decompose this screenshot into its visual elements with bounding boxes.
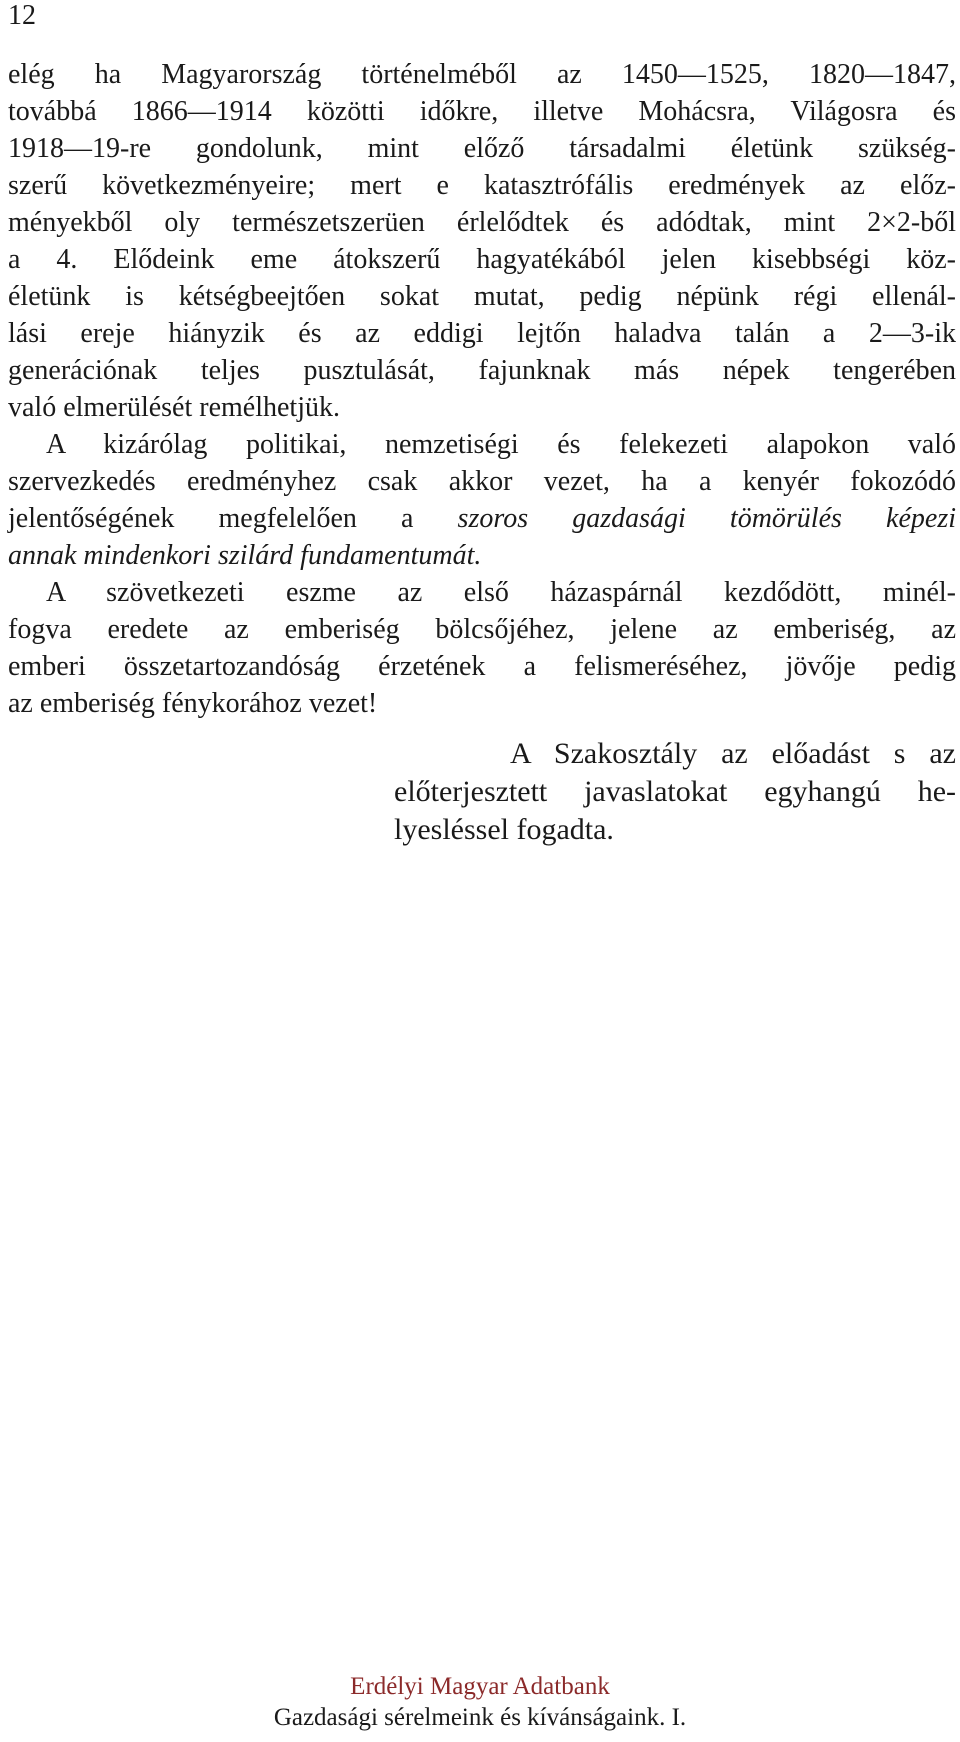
closing-line: A Szakosztály az előadást s az	[510, 737, 956, 770]
text-line: szerű következményeire; mert e katasztrófális eredmények az előz-	[8, 170, 956, 201]
paragraph-2	[8, 426, 956, 574]
text-line: elég ha Magyarország történelméből az 1450—1525, 1820—1847,	[8, 59, 956, 90]
text-line: továbbá 1866—1914 közötti időkre, illetve Mohácsra, Világosra és	[8, 96, 956, 127]
emphasis-text: annak mindenkori szilárd fundamentumát.	[8, 540, 482, 571]
emphasis-text: szoros gazdasági tömörülés képezi	[457, 503, 956, 534]
text-line: fogva eredete az emberiség bölcsőjéhez, jelene az emberiség, az	[8, 614, 956, 645]
text-line: lási ereje hiányzik és az eddigi lejtőn haladva talán a 2—3-ik	[8, 318, 956, 349]
text-line: ményekből oly természetszerüen érlelődtek és adódtak, mint 2×2-ből	[8, 207, 956, 238]
text-line	[8, 500, 956, 537]
text-line: A kizárólag politikai, nemzetiségi és felekezeti alapokon való	[46, 429, 956, 460]
footer-title: Gazdasági sérelmeink és kívánságaink. I.	[273, 1704, 687, 1731]
closing-line: előterjesztett javaslatokat egyhangú he-	[394, 775, 956, 808]
text-line: az emberiség fénykorához vezet!	[8, 688, 378, 719]
text-line: életünk is kétségbeejtően sokat mutat, pedig népünk régi ellenál-	[8, 281, 956, 312]
text-run: jelentőségének megfelelően a	[8, 503, 458, 534]
paragraph-1	[8, 56, 956, 426]
footer-source: Erdélyi Magyar Adatbank	[350, 1673, 610, 1700]
text-line: való elmerülését remélhetjük.	[8, 392, 340, 423]
text-line: generációnak teljes pusztulását, fajunknak más népek tengerében	[8, 355, 956, 386]
body-text	[8, 56, 956, 722]
text-line: szervezkedés eredményhez csak akkor vezet, ha a kenyér fokozódó	[8, 466, 956, 497]
text-line: emberi összetartozandóság érzetének a felismeréséhez, jövője pedig	[8, 651, 956, 682]
text-line: 1918—19-re gondolunk, mint előző társadalmi életünk szükség-	[8, 133, 956, 164]
closing-remark	[394, 735, 956, 849]
text-line: a 4. Elődeink eme átokszerű hagyatékából jelen kisebbségi köz-	[8, 244, 956, 275]
page-number: 12	[8, 0, 36, 31]
closing-line: lyesléssel fogadta.	[394, 813, 614, 846]
text-line: A szövetkezeti eszme az első házaspárnál kezdődött, minél-	[46, 577, 956, 608]
paragraph-3	[8, 574, 956, 722]
